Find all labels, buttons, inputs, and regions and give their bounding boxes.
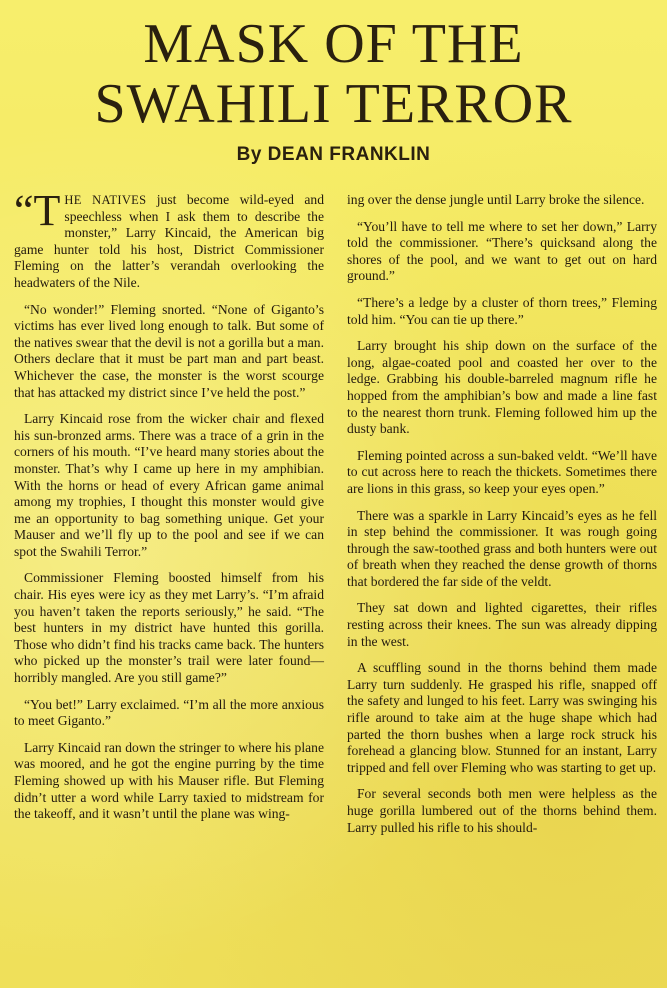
continued-paragraph: ing over the dense jungle until Larry broke the silence. <box>347 192 645 207</box>
title-line-2: SWAHILI TERROR <box>94 73 573 135</box>
paragraph: Commissioner Fleming boosted himself from his chair. His eyes were icy as they met Larry’s. “I’m afraid you haven’t taken the reports seriously,” he said. “The best hunters in my district have hunted this gorilla. Those who didn’t find his tracks came back. The hunters who picked up the monster’s trail were later found—horribly mangled. Are you still game?” <box>14 570 324 686</box>
paragraph: Fleming pointed across a sun-baked veldt. “We’ll have to cut across here to reach the thickets. Sometimes there are lions in this grass, so keep your eyes open.” <box>347 447 657 496</box>
opening-quote-mark: “ <box>14 186 34 235</box>
paragraph: A scuffling sound in the thorns behind them made Larry turn suddenly. He grasped his rifle, snapped off the safety and lunged to his feet. Larry was swinging his rifle around to take aim at the huge shape which had parted the thorn bushes when a large rock struck his forehead a glancing blow. Stunned for an instant, Larry tripped and fell over Fleming who was starting to get up. <box>347 660 657 775</box>
opening-smallcaps: HE NATIVES <box>64 193 147 207</box>
paragraph: Larry Kincaid rose from the wicker chair and flexed his sun-bronzed arms. There was a trace of a grin in the corners of his mouth. “I’ve heard many stories about the monster. That’s why I came up here in my amphibian. With the horns or head of every African game animal among my trophies, I thought this monster would give me an opportunity to bag something unique. Get your Mauser and we’ll fly up to the pool and see if we can spot the Swahili Terror.” <box>14 411 324 559</box>
paragraph: “You’ll have to tell me where to set her down,” Larry told the commissioner. “There’s quicksand along the shores of the pool, and we want to get out on hard ground.” <box>347 218 657 284</box>
byline: By DEAN FRANKLIN <box>236 144 431 165</box>
paragraph: Larry Kincaid ran down the stringer to where his plane was moored, and he got the engine purring by the time Fleming showed up with his Mauser rifle. But Fleming didn’t utter a word while Larry taxied to midstream for the takeoff, and it wasn’t until the plane was wing- <box>14 739 324 822</box>
paragraph: There was a sparkle in Larry Kincaid’s eyes as he fell in step behind the commissioner. It was rough going through the saw-toothed grass and both hunters were out of breath when they reached the dense growth of thorns that bordered the far side of the veldt. <box>347 507 657 589</box>
title-line-1: MASK OF THE <box>143 13 524 75</box>
right-column <box>347 192 657 846</box>
paragraph: “There’s a ledge by a cluster of thorn trees,” Fleming told him. “You can tie up there.” <box>347 294 657 327</box>
drop-cap-letter: T <box>33 186 61 235</box>
paragraph: “No wonder!” Fleming snorted. “None of Giganto’s victims has ever lived long enough to talk. But some of the natives swear that the devil is not a gorilla but a man. Others declare that it must be part man and part beast. Whichever the case, the monster is the worst scourge that has attacked my district since I’ve held the post.” <box>14 301 324 400</box>
paragraph: For several seconds both men were helpless as the huge gorilla lumbered out of the thorns behind them. Larry pulled his rifle to his should- <box>347 786 657 835</box>
drop-cap <box>14 186 61 235</box>
paragraph: Larry brought his ship down on the surface of the long, algae-coated pool and coasted her over to the ledge. Grabbing his double-barreled magnum rifle he hopped from the amphibian’s bow and made a line fast to the nearest thorn trunk. Fleming followed him up the dusty bank. <box>347 338 657 437</box>
opening-text: just become wild-eyed and speechless when I ask them to describe the monster,” Larry Kincaid, the American big game hunter told his host, District Commissioner Fleming on the latter’s verandah overlooking the headwaters of the Nile. <box>14 192 324 290</box>
story-title <box>0 14 667 134</box>
left-column <box>14 186 324 833</box>
paragraph: They sat down and lighted cigarettes, their rifles resting across their knees. The sun was already dipping in the west. <box>347 600 657 649</box>
paragraph: “You bet!” Larry exclaimed. “I’m all the more anxious to meet Giganto.” <box>14 696 324 729</box>
opening-paragraph <box>14 186 324 292</box>
